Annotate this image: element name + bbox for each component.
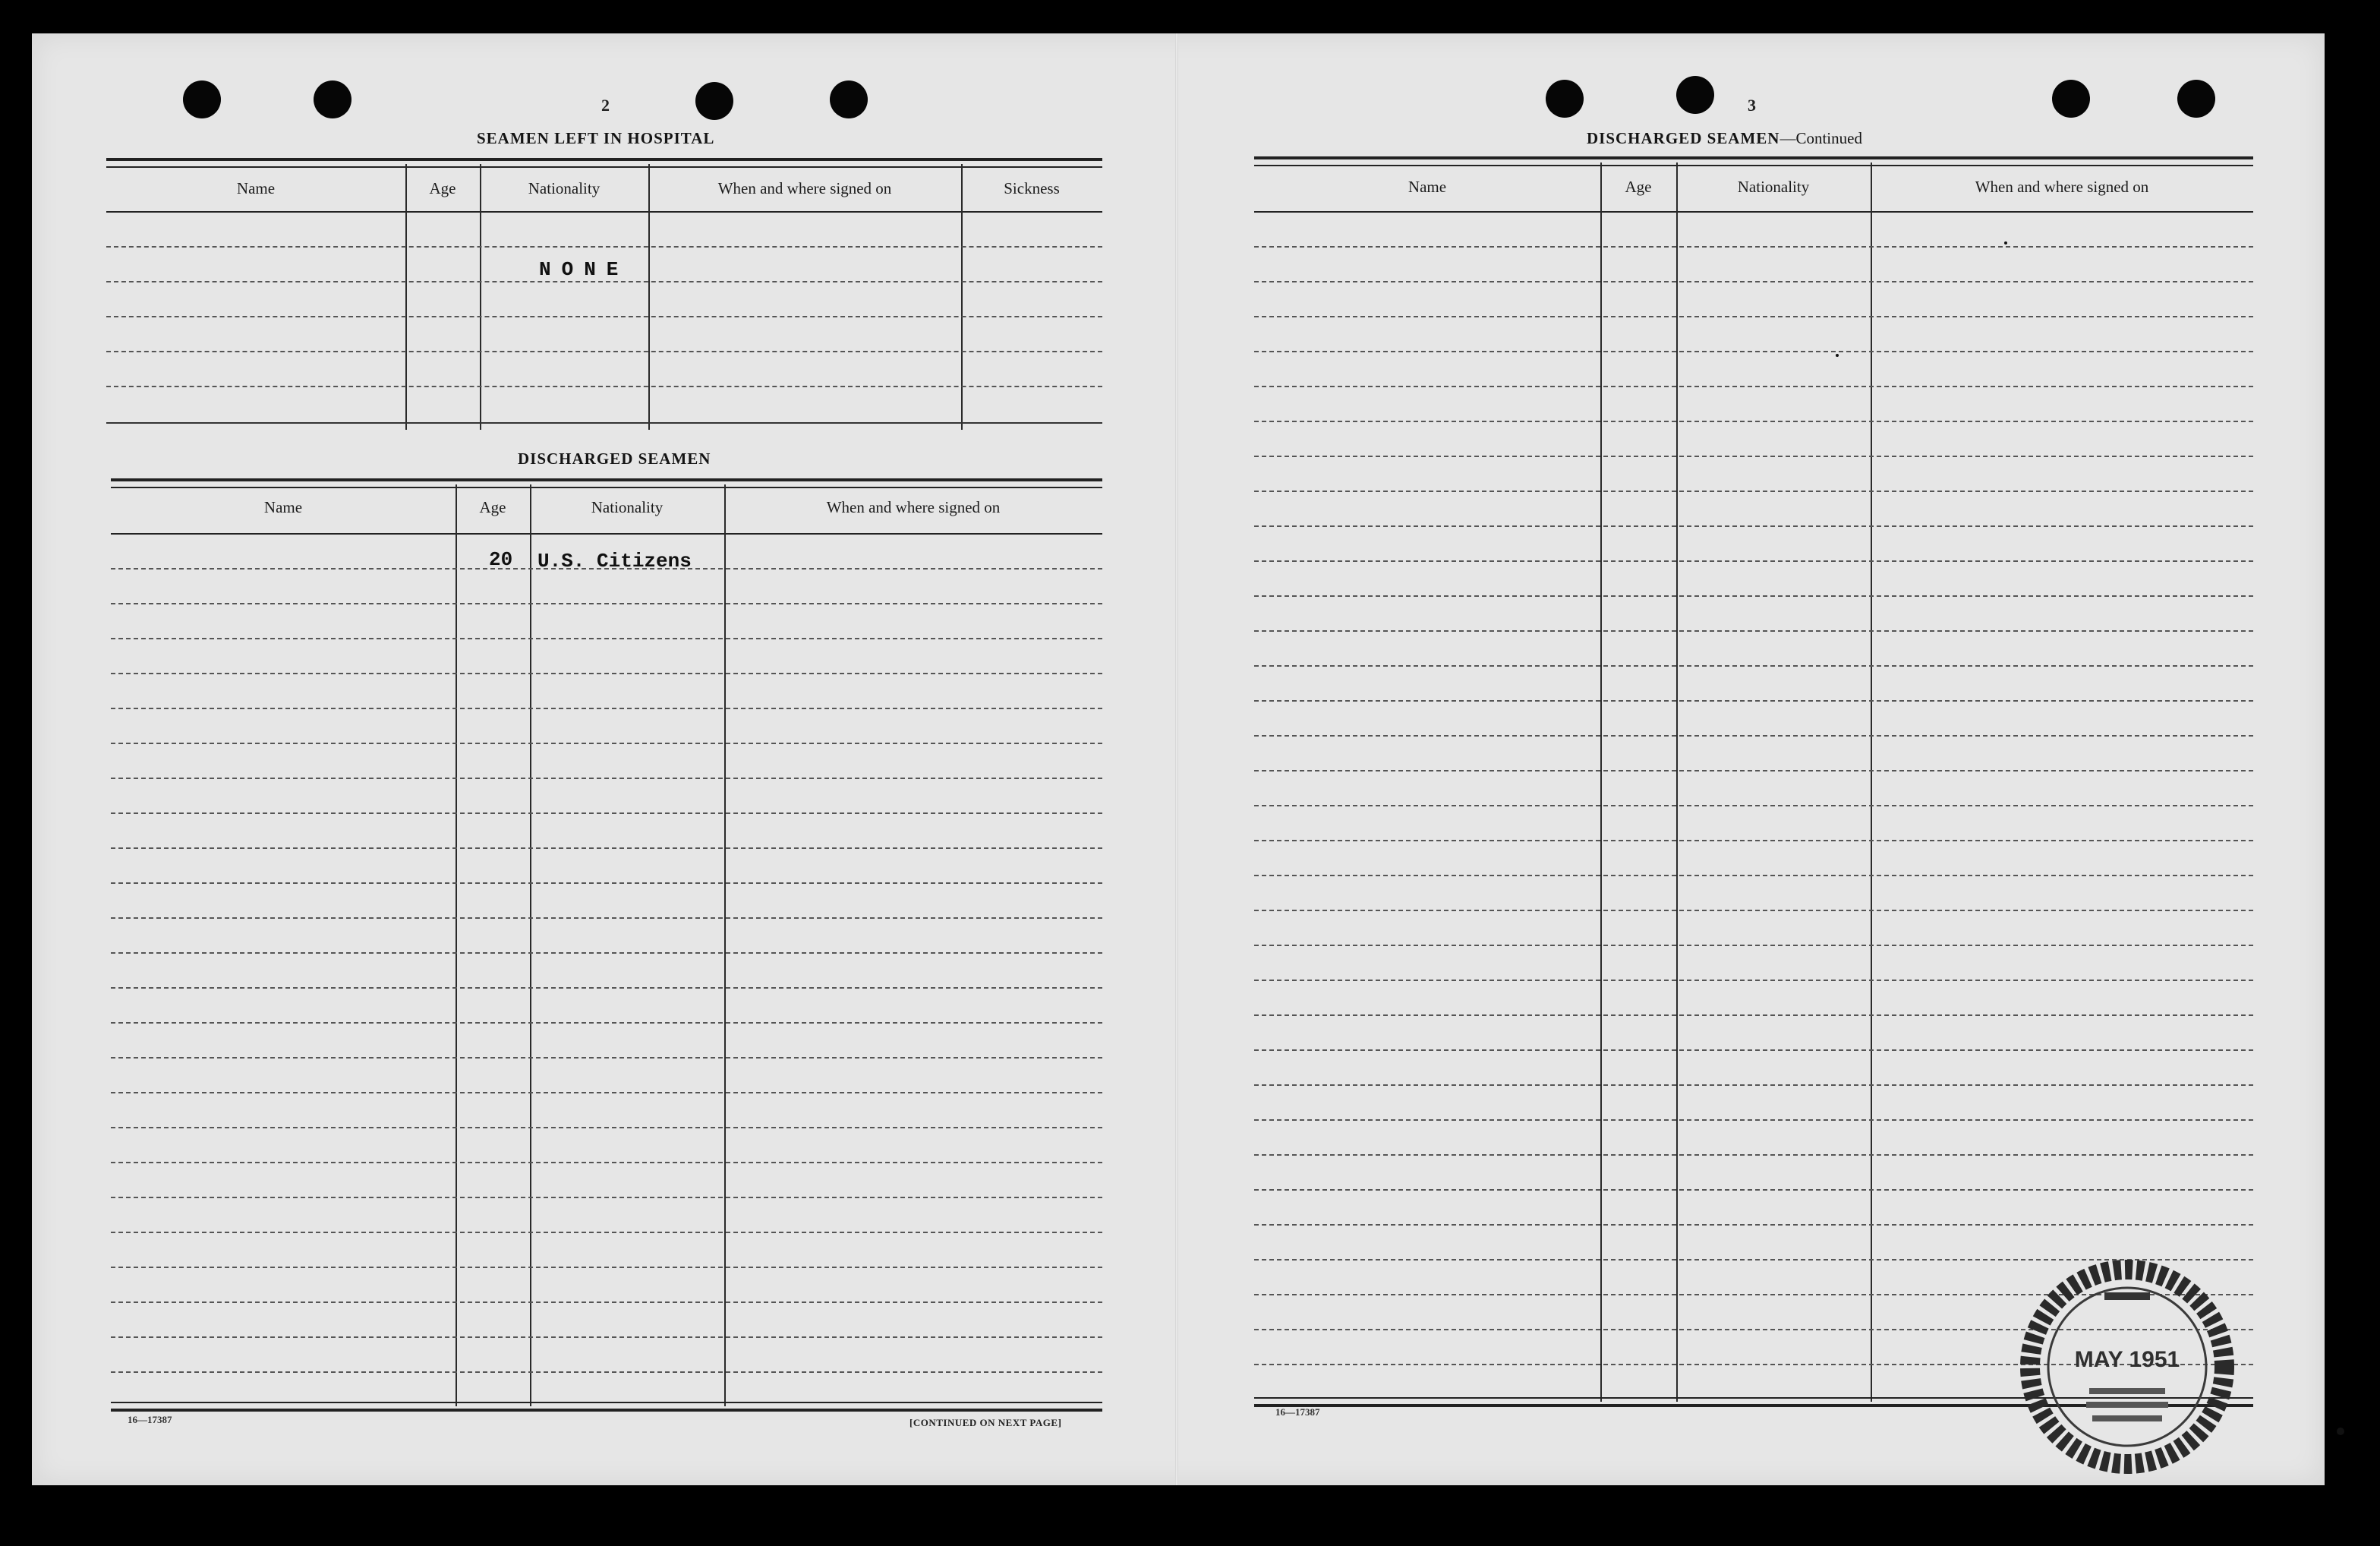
col-header-nationality: Nationality: [1737, 178, 1810, 196]
right-section-title-suffix: —Continued: [1779, 129, 1862, 147]
col-header-age: Age: [429, 179, 456, 197]
col-header-nationality: Nationality: [591, 498, 664, 516]
stamp-date: MAY 1951: [2074, 1347, 2180, 1372]
discharged-table: [111, 478, 1102, 1411]
paper-speck: [2004, 241, 2007, 245]
discharged-age-value: 20: [489, 548, 513, 571]
col-header-sickness: Sickness: [1004, 179, 1060, 197]
date-stamp: [2013, 1253, 2241, 1481]
col-header-when-where: When and where signed on: [826, 498, 1001, 516]
discharged-nationality-value: U.S. Citizens: [537, 550, 692, 573]
discharged-continued-table: [1254, 156, 2253, 1405]
punch-hole: [183, 80, 221, 118]
col-header-age: Age: [479, 498, 506, 516]
punch-hole: [1546, 80, 1584, 118]
col-header-name: Name: [236, 179, 276, 197]
punch-hole: [2177, 80, 2215, 118]
left-page-number: 2: [601, 96, 610, 115]
left-form-number: 16—17387: [128, 1414, 172, 1425]
col-header-nationality: Nationality: [528, 179, 601, 197]
right-page-number: 3: [1748, 96, 1756, 115]
col-header-when-where: When and where signed on: [1975, 178, 2149, 196]
col-header-name: Name: [263, 498, 303, 516]
right-section-title: [1587, 129, 1862, 148]
punch-hole: [830, 80, 868, 118]
punch-hole: [695, 82, 733, 120]
hospital-section-title: SEAMEN LEFT IN HOSPITAL: [477, 129, 715, 147]
right-section-title-main: DISCHARGED SEAMEN: [1587, 129, 1780, 147]
hospital-nationality-value: NONE: [539, 258, 629, 281]
punch-hole: [2052, 80, 2090, 118]
hospital-table: [106, 158, 1102, 428]
col-header-when-where: When and where signed on: [717, 179, 892, 197]
paper-speck: [1836, 354, 1839, 357]
discharged-section-title: DISCHARGED SEAMEN: [518, 450, 711, 468]
punch-hole: [1676, 76, 1714, 114]
paper-speck: [2337, 1428, 2344, 1435]
col-header-age: Age: [1625, 178, 1652, 196]
right-form-number: 16—17387: [1275, 1406, 1320, 1418]
punch-hole: [314, 80, 351, 118]
continued-note: [CONTINUED ON NEXT PAGE]: [909, 1417, 1062, 1428]
page-fold: [1175, 33, 1178, 1485]
col-header-name: Name: [1408, 178, 1447, 196]
